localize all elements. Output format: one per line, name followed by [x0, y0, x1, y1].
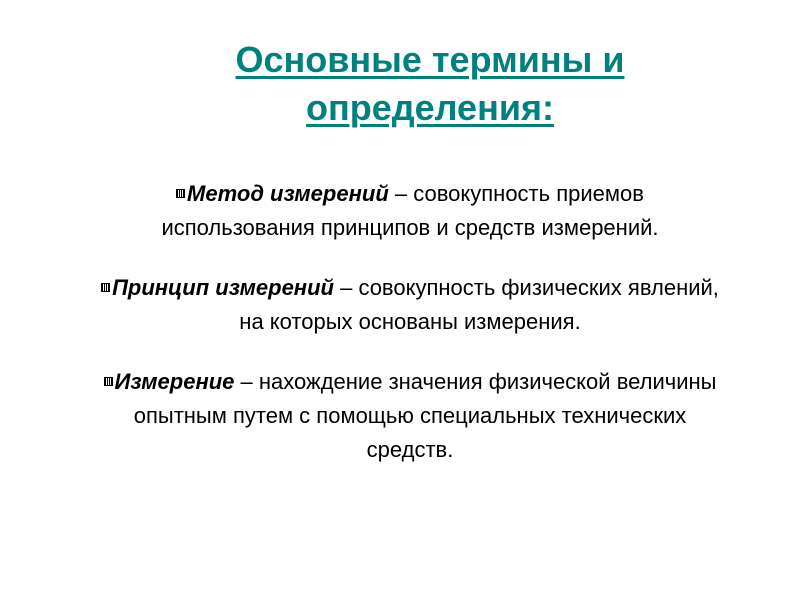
definition-list	[100, 177, 720, 493]
term-label: Принцип измерений	[112, 275, 334, 300]
square-bullet-icon	[101, 283, 110, 292]
term-definition: – нахождение значения физической величины опытным путем с помощью специальных технических средств.	[133, 369, 717, 462]
term-label: Метод измерений	[187, 181, 389, 206]
slide-title: Основные термины и определения:	[235, 39, 625, 128]
definition-item-measurement	[100, 365, 720, 467]
square-bullet-icon	[104, 377, 113, 386]
term-label: Измерение	[114, 369, 235, 394]
definition-item-method	[100, 177, 720, 245]
term-definition: – совокупность приемов использования принципов и средств измерений.	[161, 181, 659, 240]
term-definition: – совокупность физических явлений, на которых основаны измерения.	[239, 275, 719, 334]
square-bullet-icon	[176, 189, 185, 198]
definition-item-principle	[100, 271, 720, 339]
